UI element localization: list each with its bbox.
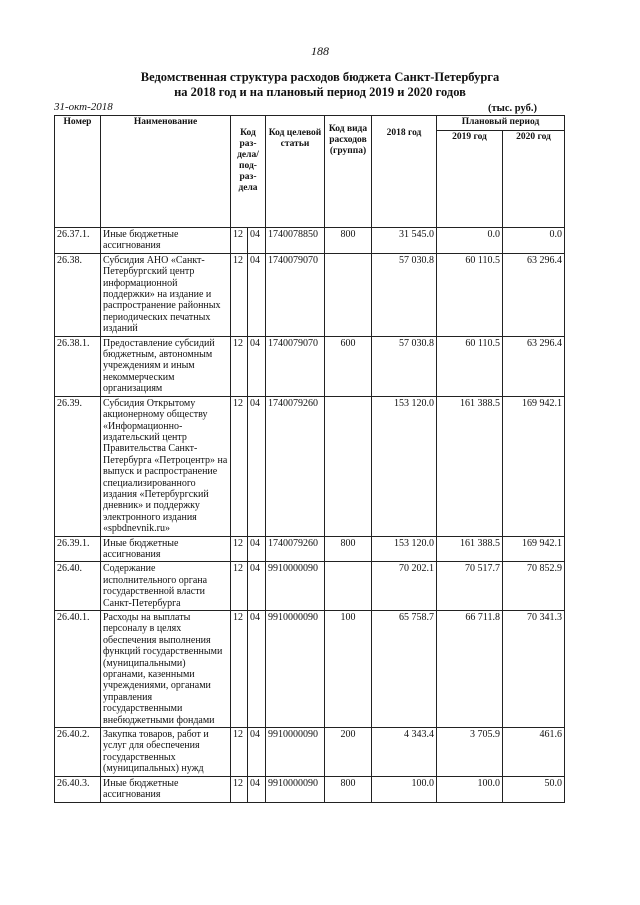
row-target-code: 1740079070 [266,336,325,396]
row-amount-2018: 70 202.1 [372,562,437,611]
row-amount-2020: 50.0 [503,776,565,802]
header-target-code: Код целевой статьи [266,116,325,228]
row-amount-2020: 461.6 [503,728,565,777]
header-name: Наименование [101,116,231,228]
row-amount-2020: 0.0 [503,228,565,254]
units-label: (тыс. руб.) [488,103,537,114]
row-amount-2018: 153 120.0 [372,536,437,562]
header-number: Номер [55,116,101,228]
table-row [55,776,565,802]
header-section-code: Код раз-дела/ под-раз-дела [231,116,266,228]
header-2020: 2020 год [503,131,565,228]
row-amount-2018: 100.0 [372,776,437,802]
row-number: 26.40.2. [55,728,101,777]
row-expense-type: 100 [325,611,372,728]
row-section: 12 [231,253,248,336]
row-amount-2019: 66 711.8 [437,611,503,728]
row-target-code: 9910000090 [266,728,325,777]
row-amount-2019: 161 388.5 [437,396,503,536]
row-section: 12 [231,396,248,536]
row-amount-2019: 60 110.5 [437,336,503,396]
row-amount-2019: 70 517.7 [437,562,503,611]
row-amount-2019: 100.0 [437,776,503,802]
document-title [0,70,640,100]
row-amount-2019: 60 110.5 [437,253,503,336]
table-row [55,336,565,396]
row-amount-2020: 169 942.1 [503,396,565,536]
page-number: 188 [311,44,329,58]
table-row [55,396,565,536]
row-target-code: 1740079260 [266,536,325,562]
row-amount-2018: 153 120.0 [372,396,437,536]
row-section: 12 [231,336,248,396]
row-subsection: 04 [248,536,266,562]
row-name: Закупка товаров, работ и услуг для обеспечения государственных (муниципальных) нужд [101,728,231,777]
row-expense-type: 800 [325,228,372,254]
row-amount-2018: 65 758.7 [372,611,437,728]
row-amount-2020: 70 341.3 [503,611,565,728]
row-subsection: 04 [248,228,266,254]
row-subsection: 04 [248,728,266,777]
row-section: 12 [231,228,248,254]
row-name: Иные бюджетные ассигнования [101,776,231,802]
row-number: 26.40.1. [55,611,101,728]
header-expense-type: Код вида расходов (группа) [325,116,372,228]
row-name: Содержание исполнительного органа государственной власти Санкт-Петербурга [101,562,231,611]
row-amount-2018: 57 030.8 [372,253,437,336]
row-section: 12 [231,562,248,611]
row-subsection: 04 [248,253,266,336]
row-number: 26.39.1. [55,536,101,562]
row-expense-type [325,562,372,611]
row-expense-type: 600 [325,336,372,396]
budget-table [54,115,565,803]
row-amount-2019: 3 705.9 [437,728,503,777]
row-target-code: 9910000090 [266,776,325,802]
header-2018: 2018 год [372,116,437,228]
row-expense-type: 800 [325,536,372,562]
row-target-code: 1740079070 [266,253,325,336]
table-row [55,728,565,777]
row-amount-2019: 0.0 [437,228,503,254]
row-number: 26.40. [55,562,101,611]
row-number: 26.39. [55,396,101,536]
row-amount-2020: 169 942.1 [503,536,565,562]
row-target-code: 9910000090 [266,562,325,611]
row-subsection: 04 [248,562,266,611]
row-name: Субсидия АНО «Санкт-Петербургский центр информационной поддержки» на издание и распространение районных периодических печатных изданий [101,253,231,336]
row-expense-type [325,253,372,336]
row-name: Иные бюджетные ассигнования [101,228,231,254]
table-row [55,562,565,611]
row-section: 12 [231,536,248,562]
row-name: Субсидия Открытому акционерному обществу «Информационно-издательский центр Правительства Санкт-Петербурга «Петроцентр» на выпуск и распространение специализированного издания «Петербургский дневник» и поддержку электронного издания «spbdnevnik.ru» [101,396,231,536]
header-planned-period: Плановый период [437,116,565,131]
row-target-code: 1740079260 [266,396,325,536]
row-target-code: 9910000090 [266,611,325,728]
row-number: 26.38. [55,253,101,336]
title-line-1: Ведомственная структура расходов бюджета Санкт-Петербурга [140,70,500,84]
row-section: 12 [231,776,248,802]
row-amount-2020: 63 296.4 [503,336,565,396]
table-row [55,611,565,728]
row-amount-2020: 70 852.9 [503,562,565,611]
row-amount-2018: 57 030.8 [372,336,437,396]
row-number: 26.38.1. [55,336,101,396]
document-date: 31-окт-2018 [54,101,113,113]
row-amount-2018: 4 343.4 [372,728,437,777]
row-subsection: 04 [248,611,266,728]
title-line-2: на 2018 год и на плановый период 2019 и 2020 годов [174,85,466,99]
row-amount-2018: 31 545.0 [372,228,437,254]
row-subsection: 04 [248,336,266,396]
row-number: 26.37.1. [55,228,101,254]
row-name: Предоставление субсидий бюджетным, автономным учреждениям и иным некоммерческим организациям [101,336,231,396]
table-row [55,536,565,562]
row-expense-type: 800 [325,776,372,802]
row-number: 26.40.3. [55,776,101,802]
table-row [55,228,565,254]
row-amount-2020: 63 296.4 [503,253,565,336]
row-subsection: 04 [248,396,266,536]
header-2019: 2019 год [437,131,503,228]
row-expense-type [325,396,372,536]
table-row [55,253,565,336]
row-subsection: 04 [248,776,266,802]
row-name: Иные бюджетные ассигнования [101,536,231,562]
row-section: 12 [231,611,248,728]
row-section: 12 [231,728,248,777]
row-target-code: 1740078850 [266,228,325,254]
row-expense-type: 200 [325,728,372,777]
row-name: Расходы на выплаты персоналу в целях обеспечения выполнения функций государственными (муниципальными) органами, казенными учреждениями, органами управления государственными внебюджетными фондами [101,611,231,728]
row-amount-2019: 161 388.5 [437,536,503,562]
